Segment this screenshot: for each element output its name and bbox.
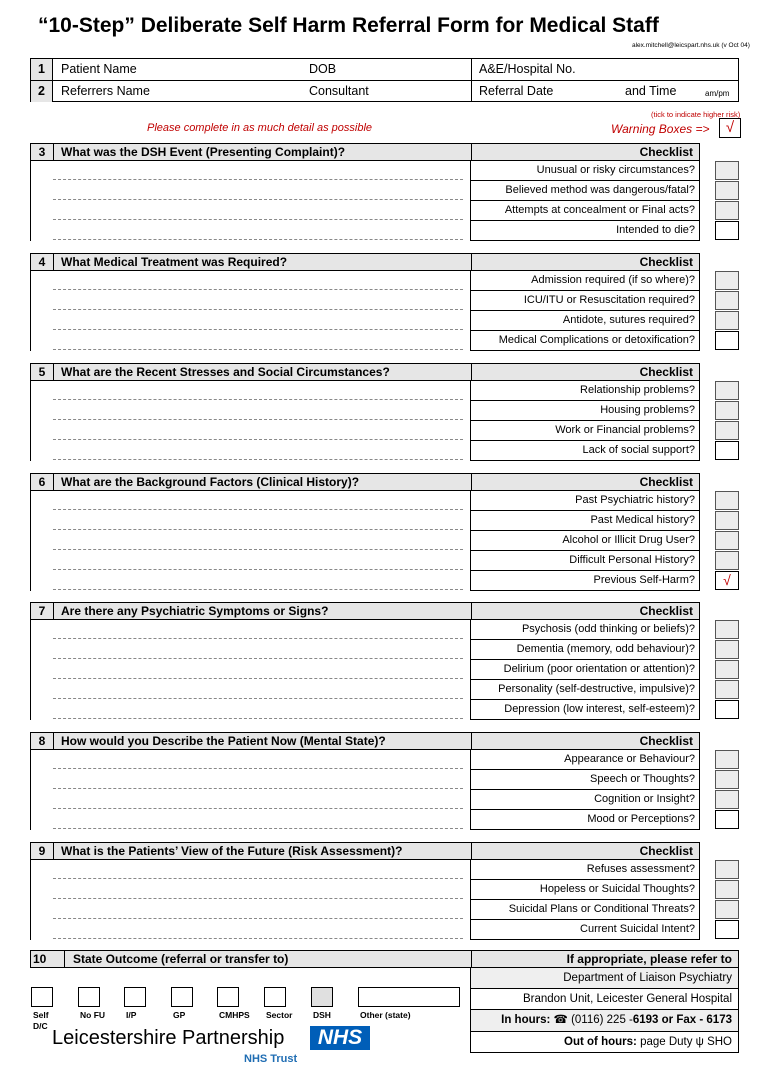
warning-checkbox[interactable] xyxy=(715,920,739,939)
checklist-question: Psychosis (odd thinking or beliefs)? xyxy=(470,620,699,640)
notes-area[interactable] xyxy=(30,271,470,351)
notes-line[interactable] xyxy=(53,199,463,200)
outcome-label: CMHPS xyxy=(219,1010,250,1020)
checklist-question: Intended to die? xyxy=(470,221,699,241)
section-title: How would you Describe the Patient Now (Mental State)? xyxy=(61,734,386,748)
checklist-column xyxy=(470,271,700,351)
checklist-question: Unusual or risky circumstances? xyxy=(470,161,699,181)
checklist-question: Antidote, sutures required? xyxy=(470,311,699,331)
fax-label: or Fax - xyxy=(661,1014,704,1026)
notes-line[interactable] xyxy=(53,718,463,719)
section-header xyxy=(30,253,700,271)
section-header xyxy=(30,602,700,620)
checklist-question: Attempts at concealment or Final acts? xyxy=(470,201,699,221)
checklist-column xyxy=(470,491,700,591)
checklist-question: Previous Self-Harm? xyxy=(470,571,699,591)
section-number: 8 xyxy=(31,733,54,749)
warning-checkbox[interactable] xyxy=(715,810,739,829)
notes-line[interactable] xyxy=(53,788,463,789)
checklist-question: Mood or Perceptions? xyxy=(470,810,699,830)
checklist-column xyxy=(470,381,700,461)
checklist-label: Checklist xyxy=(639,365,693,379)
notes-line[interactable] xyxy=(53,638,463,639)
checkbox[interactable] xyxy=(715,880,739,899)
outcome-checkbox[interactable] xyxy=(217,987,239,1007)
checklist-question: Difficult Personal History? xyxy=(470,551,699,571)
section-title: What Medical Treatment was Required? xyxy=(61,255,288,269)
notes-line[interactable] xyxy=(53,918,463,919)
notes-area[interactable] xyxy=(30,620,470,720)
warning-boxes-label: Warning Boxes => xyxy=(611,122,710,136)
section-number: 5 xyxy=(31,364,54,380)
checkbox[interactable] xyxy=(715,620,739,639)
checkbox[interactable] xyxy=(715,860,739,879)
checkbox[interactable] xyxy=(715,201,739,220)
outcome-label: No FU xyxy=(80,1010,106,1020)
section-title: What was the DSH Event (Presenting Complaint)? xyxy=(61,145,346,159)
in-hours-ext: 6193 xyxy=(632,1014,659,1026)
instruction-text: Please complete in as much detail as possible xyxy=(147,122,373,134)
section-header xyxy=(30,842,700,860)
section-9 xyxy=(30,842,741,940)
in-hours-label: In hours: xyxy=(501,1014,551,1026)
section-title: What are the Background Factors (Clinical History)? xyxy=(61,475,360,489)
patient-details-table xyxy=(30,58,739,102)
checklist-question: Personality (self-destructive, impulsive)? xyxy=(470,680,699,700)
dept-name: Department of Liaison Psychiatry xyxy=(470,968,739,989)
notes-line[interactable] xyxy=(53,569,463,570)
notes-line[interactable] xyxy=(53,589,463,590)
section-number: 4 xyxy=(31,254,54,270)
checklist-question: Hopeless or Suicidal Thoughts? xyxy=(470,880,699,900)
warning-checkbox[interactable] xyxy=(715,571,739,590)
section-title: Are there any Psychiatric Symptoms or Signs? xyxy=(61,604,329,618)
author-email: alex.mitchell@leicspart.nhs.uk (v Oct 04) xyxy=(632,42,750,49)
notes-line[interactable] xyxy=(53,459,463,460)
ampm-label: am/pm xyxy=(705,89,730,98)
checklist-question: Appearance or Behaviour? xyxy=(470,750,699,770)
checklist-label: Checklist xyxy=(639,145,693,159)
notes-line[interactable] xyxy=(53,349,463,350)
notes-line[interactable] xyxy=(53,329,463,330)
notes-line[interactable] xyxy=(53,898,463,899)
checkbox[interactable] xyxy=(715,640,739,659)
section-number: 6 xyxy=(31,474,54,490)
section-10-header xyxy=(30,950,739,968)
checklist-question: Medical Complications or detoxification? xyxy=(470,331,699,351)
notes-area[interactable] xyxy=(30,491,470,591)
checkbox[interactable] xyxy=(715,551,739,570)
notes-line[interactable] xyxy=(53,658,463,659)
checklist-question: Past Medical history? xyxy=(470,511,699,531)
notes-line[interactable] xyxy=(53,509,463,510)
checklist-column xyxy=(470,161,700,241)
checklist-question: Past Psychiatric history? xyxy=(470,491,699,511)
section-header xyxy=(30,363,700,381)
checklist-column xyxy=(470,750,700,830)
section-header xyxy=(30,473,700,491)
checkbox[interactable] xyxy=(715,161,739,180)
checklist-question: Housing problems? xyxy=(470,401,699,421)
outcome-label: DSH xyxy=(313,1010,331,1020)
warning-checkbox[interactable] xyxy=(715,441,739,460)
notes-area[interactable] xyxy=(30,161,470,241)
page-title: “10-Step” Deliberate Self Harm Referral Form for Medical Staff xyxy=(38,14,659,37)
checklist-question: Cognition or Insight? xyxy=(470,790,699,810)
notes-area[interactable] xyxy=(30,860,470,940)
in-hours-number: (0116) 225 - xyxy=(571,1014,633,1026)
outcome-checkbox[interactable] xyxy=(124,987,146,1007)
row-number: 1 xyxy=(31,59,53,80)
patient-name-field[interactable]: Patient Name xyxy=(61,62,137,76)
section-number: 9 xyxy=(31,843,54,859)
trust-name: NHS Trust xyxy=(244,1053,298,1065)
checklist-question: Relationship problems? xyxy=(470,381,699,401)
notes-line[interactable] xyxy=(53,878,463,879)
notes-line[interactable] xyxy=(53,219,463,220)
checklist-question: Delirium (poor orientation or attention)? xyxy=(470,660,699,680)
section-title: State Outcome (referral or transfer to) xyxy=(73,952,289,966)
checkbox[interactable] xyxy=(715,770,739,789)
hospital-no-field[interactable]: A&E/Hospital No. xyxy=(479,62,576,76)
referrer-name-field[interactable]: Referrers Name xyxy=(61,84,150,98)
section-5 xyxy=(30,363,741,461)
notes-line[interactable] xyxy=(53,399,463,400)
checklist-question: Lack of social support? xyxy=(470,441,699,461)
outcome-label: Sector xyxy=(266,1010,293,1020)
checklist-question: ICU/ITU or Resuscitation required? xyxy=(470,291,699,311)
checkbox[interactable] xyxy=(715,421,739,440)
notes-line[interactable] xyxy=(53,678,463,679)
outcome-label: Self D/C xyxy=(33,1010,49,1031)
nhs-logo: NHS xyxy=(310,1026,370,1050)
outcome-checkbox[interactable] xyxy=(358,987,460,1007)
outcome-label: GP xyxy=(173,1010,186,1020)
checkbox[interactable] xyxy=(715,790,739,809)
checklist-column xyxy=(470,620,700,720)
checkbox[interactable] xyxy=(715,680,739,699)
checkbox[interactable] xyxy=(715,311,739,330)
referral-date-field[interactable]: Referral Date xyxy=(479,84,554,98)
checkbox[interactable] xyxy=(715,531,739,550)
checkbox[interactable] xyxy=(715,511,739,530)
checklist-label: Checklist xyxy=(639,255,693,269)
warning-checkbox[interactable] xyxy=(715,700,739,719)
section-number: 10 xyxy=(33,952,47,966)
notes-line[interactable] xyxy=(53,549,463,550)
section-3 xyxy=(30,143,741,241)
checklist-question: Refuses assessment? xyxy=(470,860,699,880)
notes-area[interactable] xyxy=(30,381,470,461)
section-7 xyxy=(30,602,741,720)
checkbox[interactable] xyxy=(715,271,739,290)
checklist-question: Work or Financial problems? xyxy=(470,421,699,441)
checklist-question: Admission required (if so where)? xyxy=(470,271,699,291)
checklist-label: Checklist xyxy=(639,844,693,858)
checkbox[interactable] xyxy=(715,660,739,679)
checkbox[interactable] xyxy=(715,491,739,510)
time-field[interactable]: and Time xyxy=(625,84,677,98)
dob-field[interactable]: DOB xyxy=(309,62,337,76)
checklist-label: Checklist xyxy=(639,604,693,618)
out-hours-contact xyxy=(470,1032,739,1053)
section-6 xyxy=(30,473,741,591)
warning-checkbox[interactable] xyxy=(715,331,739,350)
checklist-column xyxy=(470,860,700,940)
notes-line[interactable] xyxy=(53,419,463,420)
section-title: What are the Recent Stresses and Social Circumstances? xyxy=(61,365,390,379)
referrer-row xyxy=(31,81,738,102)
checkbox[interactable] xyxy=(715,750,739,769)
warning-checkbox[interactable] xyxy=(715,221,739,240)
patient-row xyxy=(31,59,738,80)
in-hours-contact xyxy=(470,1010,739,1032)
notes-line[interactable] xyxy=(53,828,463,829)
row-number: 2 xyxy=(31,81,53,102)
notes-area[interactable] xyxy=(30,750,470,830)
tick-hint: (tick to indicate higher risk) xyxy=(651,110,741,119)
outcome-label: Other (state) xyxy=(360,1010,411,1020)
unit-name: Brandon Unit, Leicester General Hospital xyxy=(470,989,739,1010)
checklist-question: Current Suicidal Intent? xyxy=(470,920,699,940)
section-number: 3 xyxy=(31,144,54,160)
outcome-checkbox[interactable] xyxy=(31,987,53,1007)
notes-line[interactable] xyxy=(53,309,463,310)
notes-line[interactable] xyxy=(53,808,463,809)
checklist-label: Checklist xyxy=(639,734,693,748)
checkbox[interactable] xyxy=(715,181,739,200)
fax-ext: 6173 xyxy=(706,1014,732,1026)
outcome-checkbox[interactable] xyxy=(171,987,193,1007)
checklist-question: Suicidal Plans or Conditional Threats? xyxy=(470,900,699,920)
section-title: What is the Patients’ View of the Future (Risk Assessment)? xyxy=(61,844,403,858)
consultant-field[interactable]: Consultant xyxy=(309,84,369,98)
notes-line[interactable] xyxy=(53,768,463,769)
checkbox[interactable] xyxy=(715,291,739,310)
section-header xyxy=(30,732,700,750)
notes-line[interactable] xyxy=(53,289,463,290)
checkbox[interactable] xyxy=(715,381,739,400)
section-8 xyxy=(30,732,741,830)
checklist-label: Checklist xyxy=(639,475,693,489)
tick-icon: √ xyxy=(723,572,731,588)
section-number: 7 xyxy=(31,603,54,619)
notes-line[interactable] xyxy=(53,179,463,180)
notes-line[interactable] xyxy=(53,239,463,240)
notes-line[interactable] xyxy=(53,439,463,440)
checklist-question: Dementia (memory, odd behaviour)? xyxy=(470,640,699,660)
notes-line[interactable] xyxy=(53,529,463,530)
section-4 xyxy=(30,253,741,351)
notes-line[interactable] xyxy=(53,938,463,939)
checklist-question: Depression (low interest, self-esteem)? xyxy=(470,700,699,720)
section-header xyxy=(30,143,700,161)
checklist-question: Speech or Thoughts? xyxy=(470,770,699,790)
checkbox[interactable] xyxy=(715,900,739,919)
outcome-label: I/P xyxy=(126,1010,137,1020)
checklist-question: Alcohol or Illicit Drug User? xyxy=(470,531,699,551)
checkbox[interactable] xyxy=(715,401,739,420)
warning-box-example: √ xyxy=(719,118,741,138)
refer-title: If appropriate, please refer to xyxy=(566,952,732,966)
org-name: Leicestershire Partnership xyxy=(52,1027,285,1049)
notes-line[interactable] xyxy=(53,698,463,699)
outcome-checkbox[interactable] xyxy=(264,987,286,1007)
phone-icon: ☎ xyxy=(553,1014,568,1026)
checklist-question: Believed method was dangerous/fatal? xyxy=(470,181,699,201)
out-hours-label: Out of hours: xyxy=(564,1036,637,1048)
outcome-checkbox[interactable] xyxy=(78,987,100,1007)
out-hours-text: page Duty ψ SHO xyxy=(640,1036,732,1048)
outcome-checkbox[interactable] xyxy=(311,987,333,1007)
